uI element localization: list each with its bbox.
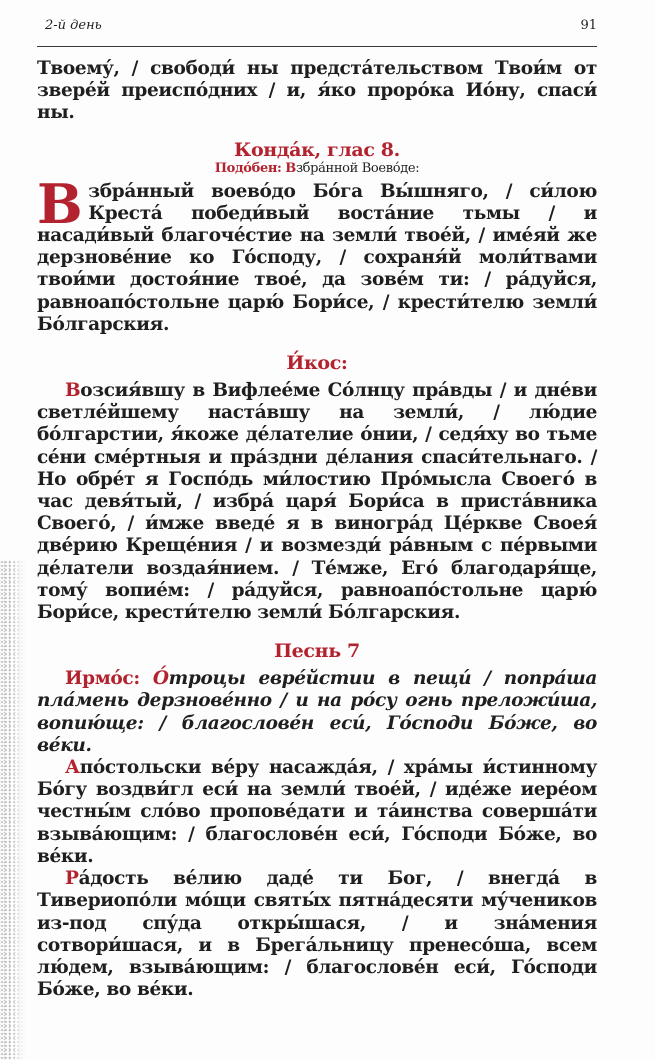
troparion-1	[37, 757, 597, 868]
irmos-body: троцы евре́йстии в пещи́ / попра́ша пла́мень дерзнове́нно / и на ро́су огнь преложи́ша, вопию́ще: / благослове́н еси́, Го́споди Бо́же, во ве́ки.	[37, 668, 597, 756]
spacer	[37, 125, 597, 139]
page-body	[37, 58, 597, 1001]
kontakion-text	[37, 171, 597, 336]
troparion-2-initial: Р	[65, 868, 79, 890]
troparion-2-body: а́дость ве́лию даде́ ти Бог, / внегда́ в Тивериопо́ли мо́щи святы́х пятна́десяти му́чеников из-под спу́да откры́шася, / и зна́мения сотвори́шася, и в Брега́льницу пренесо́ша, всем лю́дем, взыва́ющим: / благослове́н еси́, Го́споди Бо́же, во ве́ки.	[37, 868, 597, 1001]
ikos-text	[37, 380, 597, 624]
kontakion-drop-cap: В	[37, 171, 83, 236]
ikos-body: озсия́вшу в Вифлее́ме Со́лнцу пра́вды / и дне́ви светле́йшему наста́вшу на земли́, / лю́дие бо́лгарстии, я́коже де́лателие о́нии, / седя́ху во тьме се́ни сме́ртныя и пра́здни де́лания спаси́тельнаго. / Но обре́т я Госпо́дь ми́лостию Про́мысла Своего́ в час девя́тый, / избра́ царя́ Бори́са в приста́вника Своего́, / и́мже введе́ я в виногра́д Це́ркве Своея́ две́рию Креще́ния / и возмезди́ ра́вным с пе́рвыми де́латели воздая́нием. / Те́мже, Его́ благодаря́ще, тому́ вопие́м: / ра́дуйся, равноапо́стольне царю́ Бори́се, крести́телю земли́ Бо́лгарския.	[37, 380, 597, 624]
kontakion-podoben	[37, 161, 597, 177]
ikos-initial: В	[65, 380, 81, 402]
kontakion-body: збра́нный воево́до Бо́га Вы́шняго, / си́лою Креста́ победи́вый воста́ние тьмы / и насади́вый благоче́стие на земли́ твое́й, / име́яй же дерзнове́ние ко Го́споду, / сохраня́й моли́твами твои́ми достоя́ние твое́, да зове́м ти: / ра́дуйся, равноапо́стольне царю́ Бори́се, / крести́телю земли́ Бо́лгарския.	[37, 180, 597, 335]
troparion-ending: Твоему́, / свободи́ ны предста́тельством Твои́м от звере́й преиспо́дних / и, я́ко проро́ка Ио́ну, спаси́ ны.	[37, 58, 597, 124]
troparion-1-initial: А	[65, 757, 80, 779]
irmos-text	[37, 668, 597, 757]
page-number: 91	[580, 18, 597, 33]
irmos-initial: О́	[152, 668, 169, 690]
ode7-heading: Песнь 7	[274, 640, 360, 663]
troparion-2	[37, 868, 597, 1001]
ikos-heading: И́кос:	[286, 352, 348, 375]
irmos-label: Ирмо́с:	[65, 668, 140, 690]
podoben-label: Подо́бен:	[214, 160, 282, 176]
podoben-initial: В	[285, 160, 296, 176]
spacer	[37, 624, 597, 640]
troparion-1-body: по́стольски ве́ру насажда́я, / хра́мы и́стинному Бо́гу воздви́гл еси́ на земли́ твое́й, / иде́же иере́ом честны́м сло́во пропове́дати и та́инства соверша́ти взыва́ющим: / благослове́н еси́, Го́споди Бо́же, во ве́ки.	[37, 757, 597, 867]
spacer	[37, 336, 597, 352]
running-head-section: 2-й день	[45, 18, 102, 33]
kontakion-heading: Конда́к, глас 8.	[234, 138, 400, 161]
header-rule	[37, 46, 597, 47]
podoben-text: збра́нной Воево́де:	[295, 160, 420, 176]
page-edge-shadow	[0, 560, 26, 1060]
running-head	[45, 18, 597, 40]
